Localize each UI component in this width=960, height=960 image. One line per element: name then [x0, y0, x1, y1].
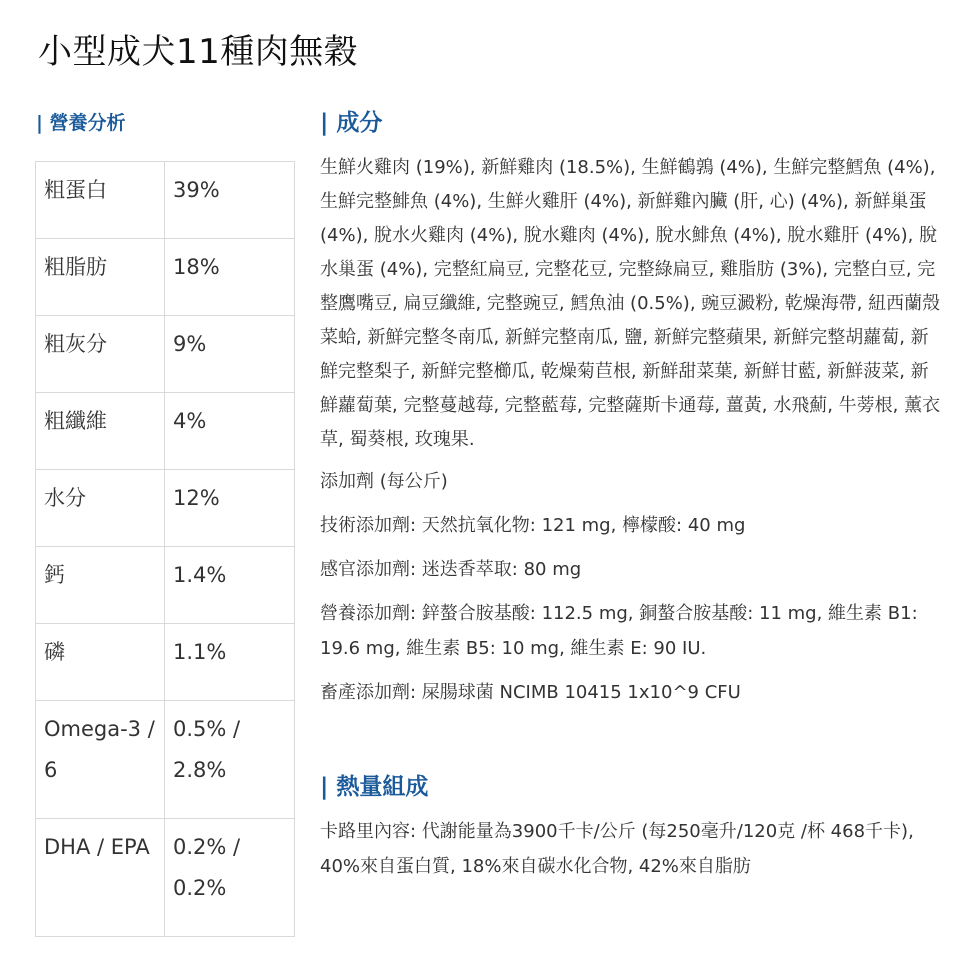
nutrient-value: 1.4% [165, 547, 295, 624]
nutrient-value: 1.1% [165, 624, 295, 701]
nutrient-value: 39% [165, 162, 295, 239]
nutrient-label: 粗纖維 [36, 393, 165, 470]
additives-section [320, 464, 945, 719]
nutrient-label: 粗灰分 [36, 316, 165, 393]
table-row [36, 819, 295, 937]
nutrient-value: 12% [165, 470, 295, 547]
nutritional-additives: 營養添加劑: 鋅螯合胺基酸: 112.5 mg, 銅螯合胺基酸: 11 mg, 維生素 B1: 19.6 mg, 維生素 B5: 10 mg, 維生素 E: 90 IU. [320, 603, 918, 659]
zootechnical-additives: 畜產添加劑: 屎腸球菌 NCIMB 10415 1x10^9 CFU [320, 682, 741, 703]
calories-text: 卡路里內容: 代謝能量為3900千卡/公斤 (每250毫升/120克 /杯 468千卡), 40%來自蛋白質, 18%來自碳水化合物, 42%來自脂肪 [320, 821, 914, 877]
page-title: 小型成犬11種肉無穀 [38, 32, 359, 72]
table-row [36, 624, 295, 701]
nutrient-value: 4% [165, 393, 295, 470]
table-row [36, 239, 295, 316]
nutrition-heading: | 營養分析 [36, 112, 126, 134]
table-row [36, 162, 295, 239]
nutrient-label: 粗脂肪 [36, 239, 165, 316]
table-row [36, 701, 295, 819]
nutrient-value: 9% [165, 316, 295, 393]
ingredients-heading: | 成分 [320, 110, 383, 136]
table-row [36, 547, 295, 624]
additives-heading: 添加劑 (每公斤) [320, 471, 448, 492]
calories-heading: | 熱量組成 [320, 774, 429, 800]
sensory-additives: 感官添加劑: 迷迭香萃取: 80 mg [320, 559, 582, 580]
nutrient-label: DHA / EPA [36, 819, 165, 937]
nutrient-value: 0.5% / 2.8% [165, 701, 295, 819]
nutrient-label: 鈣 [36, 547, 165, 624]
table-row [36, 470, 295, 547]
nutrient-value: 18% [165, 239, 295, 316]
nutrient-value: 0.2% / 0.2% [165, 819, 295, 937]
nutrition-table [35, 161, 295, 937]
nutrient-label: 粗蛋白 [36, 162, 165, 239]
table-row [36, 393, 295, 470]
nutrient-label: Omega-3 / 6 [36, 701, 165, 819]
nutrient-label: 磷 [36, 624, 165, 701]
ingredients-list: 生鮮火雞肉 (19%), 新鮮雞肉 (18.5%), 生鮮鶴鶉 (4%), 生鮮完整鱈魚 (4%), 生鮮完整鯡魚 (4%), 生鮮火雞肝 (4%), 新鮮雞內臟 (肝, 心) (4%), 新鮮巢蛋 (4%), 脫水火雞肉 (4%), 脫水雞肉 (4%), 脫水鯡魚 (4%), 脫水雞肝 (4%), 脫水巢蛋 (4%), 完整紅扁豆, 完整花豆, 完整綠扁豆, 雞脂肪 (3%), 完整白豆, 完整鷹嘴豆, 扁豆纖維, 完整豌豆, 鱈魚油 (0.5%), 豌豆澱粉, 乾燥海帶, 紐西蘭殼菜蛤, 新鮮完整冬南瓜, 新鮮完整南瓜, 鹽, 新鮮完整蘋果, 新鮮完整胡蘿蔔, 新鮮完整梨子, 新鮮完整櫛瓜, 乾燥菊苣根, 新鮮甜菜葉, 新鮮甘藍, 新鮮菠菜, 新鮮蘿蔔葉, 完整蔓越莓, 完整藍莓, 完整薩斯卡通莓, 薑黃, 水飛薊, 牛蒡根, 薰衣草, 蜀葵根, 玫瑰果. [320, 157, 941, 450]
table-row [36, 316, 295, 393]
nutrient-label: 水分 [36, 470, 165, 547]
technical-additives: 技術添加劑: 天然抗氧化物: 121 mg, 檸檬酸: 40 mg [320, 515, 746, 536]
